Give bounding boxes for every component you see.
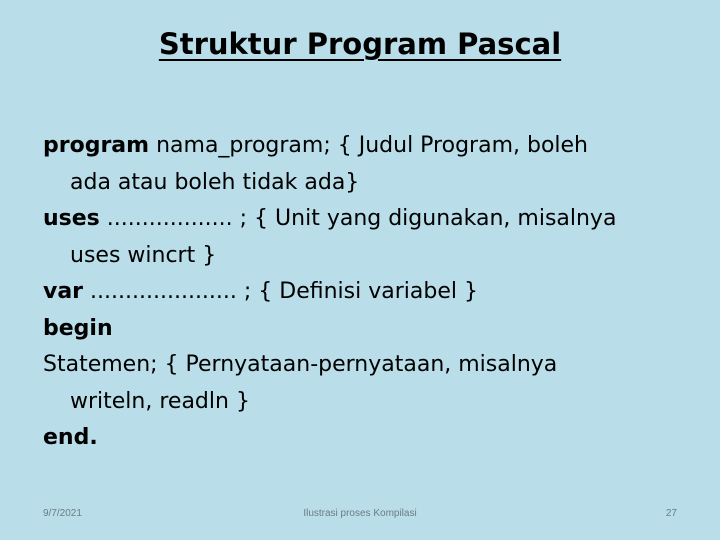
code-line-var xyxy=(43,274,683,311)
line-text: uses wincrt } xyxy=(70,242,217,268)
footer-date: 9/7/2021 xyxy=(43,508,82,519)
keyword-uses: uses xyxy=(43,206,100,231)
page-number: 27 xyxy=(665,508,677,519)
line-text: ..................... ; { Definisi variabel } xyxy=(83,279,478,304)
slide-body xyxy=(43,128,683,457)
keyword-end: end. xyxy=(43,425,98,450)
code-line-uses xyxy=(43,201,683,238)
line-text: Statemen; { Pernyataan-pernyataan, misalnya xyxy=(43,352,558,377)
line-text: nama_program; { Judul Program, boleh xyxy=(149,133,588,158)
footer-title: Ilustrasi proses Kompilasi xyxy=(303,508,417,519)
slide-title-text: Struktur Program Pascal xyxy=(158,27,562,61)
code-line-statement xyxy=(43,347,683,384)
slide-title xyxy=(0,26,720,62)
line-text: ada atau boleh tidak ada} xyxy=(70,169,360,195)
code-line-continuation xyxy=(43,165,683,202)
line-text: .................. ; { Unit yang digunakan, misalnya xyxy=(99,206,617,231)
code-line-continuation xyxy=(43,384,683,421)
keyword-var: var xyxy=(43,279,84,304)
code-line-program xyxy=(43,128,683,165)
line-text: writeln, readln } xyxy=(70,388,250,414)
keyword-program: program xyxy=(43,133,150,158)
code-line-end xyxy=(43,420,683,457)
code-line-continuation xyxy=(43,238,683,275)
keyword-begin: begin xyxy=(43,315,113,341)
code-line-begin xyxy=(43,311,683,348)
